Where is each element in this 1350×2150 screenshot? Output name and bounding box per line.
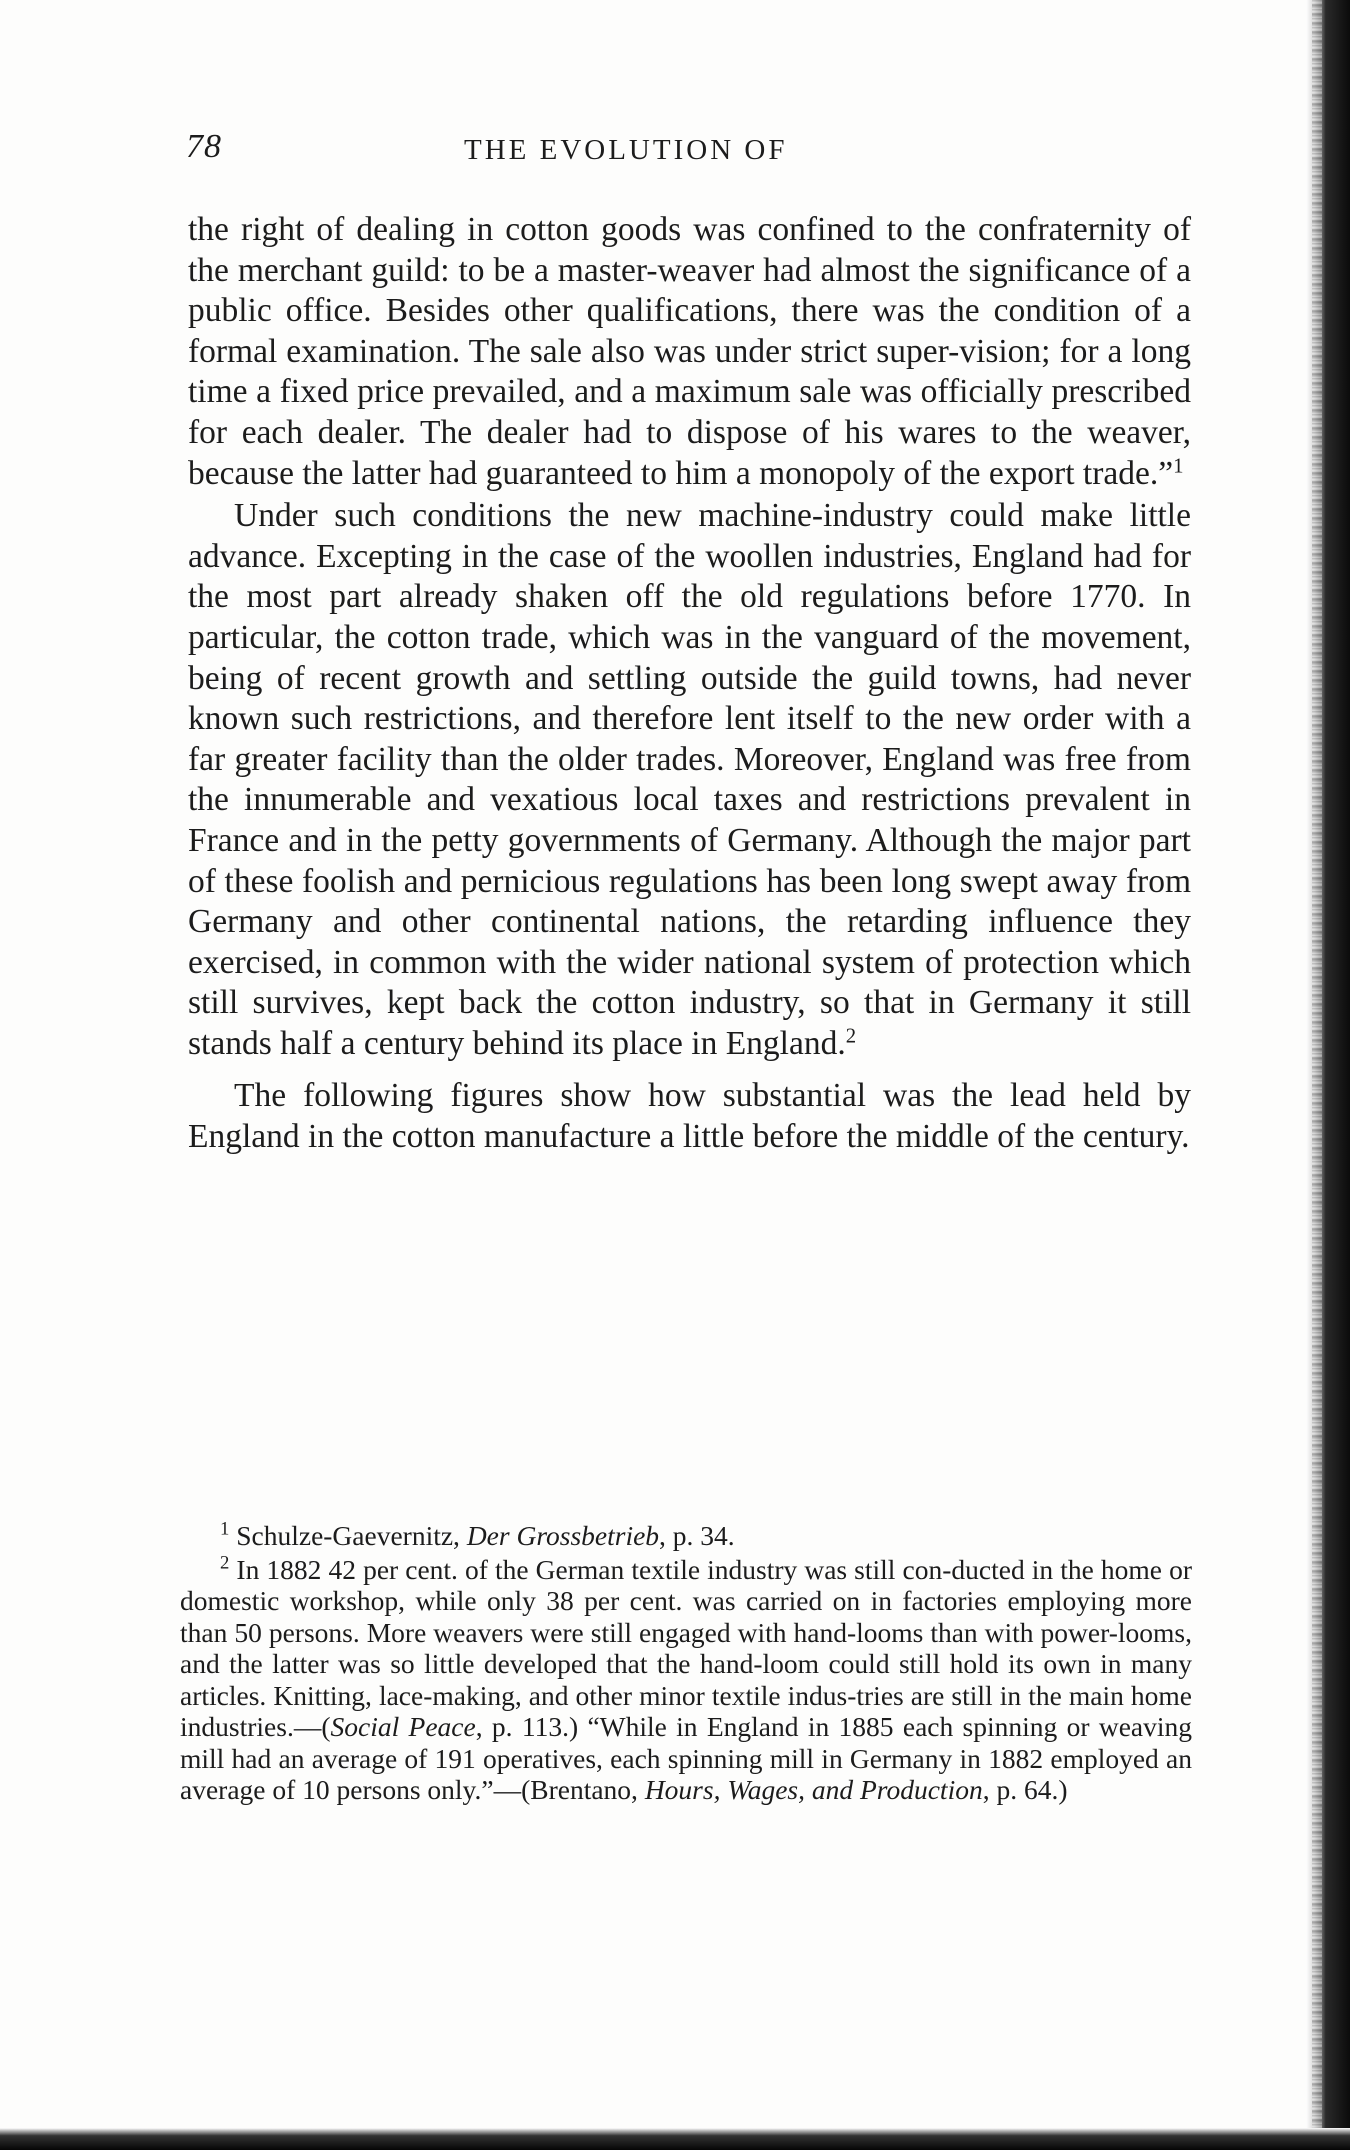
footnote-2-title-a: Social Peace: [330, 1711, 476, 1742]
paragraph-1-text: the right of dealing in cotton goods was confined to the confraternity of the merchant guild: to be a master-weaver had almost the significance of a public office. Besides other qualifications, there was the condition of a formal examination. The sale also was under strict super-vision; for a long time a fixed price prevailed, and a maximum sale was officially prescribed for each dealer. The dealer had to dispose of his wares to the weaver, because the latter had guaranteed to him a monopoly of the export trade.”: [188, 211, 1191, 492]
footnote-1-author: Schulze-Gaevernitz,: [236, 1520, 467, 1551]
paragraph-2-text: Under such conditions the new machine-industry could make little advance. Excepting in the case of the woollen industries, England had for the most part already shaken off the old regulations before 1770. In particular, the cotton trade, which was in the vanguard of the movement, being of recent growth and settling outside the guild towns, had never known such restrictions, and therefore lent itself to the new order with a far greater facility than the older trades. Moreover, England was free from the innumerable and vexatious local taxes and restrictions prevalent in France and in the petty governments of Germany. Although the major part of these foolish and pernicious regulations has been long swept away from Germany and other continental nations, the retarding influence they exercised, in common with the wider national system of protection which still survives, kept back the cotton industry, so that in Germany it still stands half a century behind its place in England.: [188, 497, 1191, 1062]
footnote-1-title: Der Grossbetrieb: [466, 1520, 660, 1551]
paragraph-3-text: The following figures show how substantial was the lead held by England in the cotton manufacture a little before the middle of the century.: [188, 1077, 1191, 1156]
footnote-2: [180, 1554, 1192, 1806]
paragraph-2: [188, 496, 1191, 1064]
footnote-ref-1: 1: [1173, 454, 1184, 478]
running-title: THE EVOLUTION OF: [464, 134, 788, 166]
footnote-ref-2: 2: [845, 1024, 857, 1048]
footnote-1: [180, 1520, 1192, 1552]
scan-edge-bottom: [0, 2128, 1350, 2150]
page-number: 78: [186, 128, 222, 165]
footnote-2-marker: 2: [220, 1552, 230, 1574]
paragraph-1: [188, 210, 1191, 494]
footnote-2-text-b: , p. 113.) “While in England in 1885 each spinning or weaving mill had an average of 191 operatives, each spinning mill in Germany in 1882 employed an average of 10 persons only.”—(Brentano,: [180, 1711, 1192, 1805]
footnote-2-text-c: , p. 64.): [982, 1774, 1068, 1805]
footnote-1-page: , p. 34.: [659, 1520, 735, 1551]
footnote-2-title-b: Hours, Wages, and Production: [644, 1774, 983, 1805]
running-head: [186, 128, 1186, 172]
body-text: [188, 210, 1191, 1158]
footnotes: [180, 1520, 1192, 1806]
footnote-2-text-a: In 1882 42 per cent. of the German textile industry was still con-ducted in the home or domestic workshop, while only 38 per cent. was carried on in factories employing more than 50 persons. More weavers were still engaged with hand-looms than with power-looms, and the latter was so little developed that the hand-loom could still hold its own in many articles. Knitting, lace-making, and other minor textile indus-tries are still in the main home industries.—(: [180, 1553, 1192, 1742]
footnote-1-marker: 1: [220, 1518, 230, 1540]
scan-edge-right: [1306, 0, 1350, 2150]
paragraph-3: [188, 1076, 1191, 1157]
